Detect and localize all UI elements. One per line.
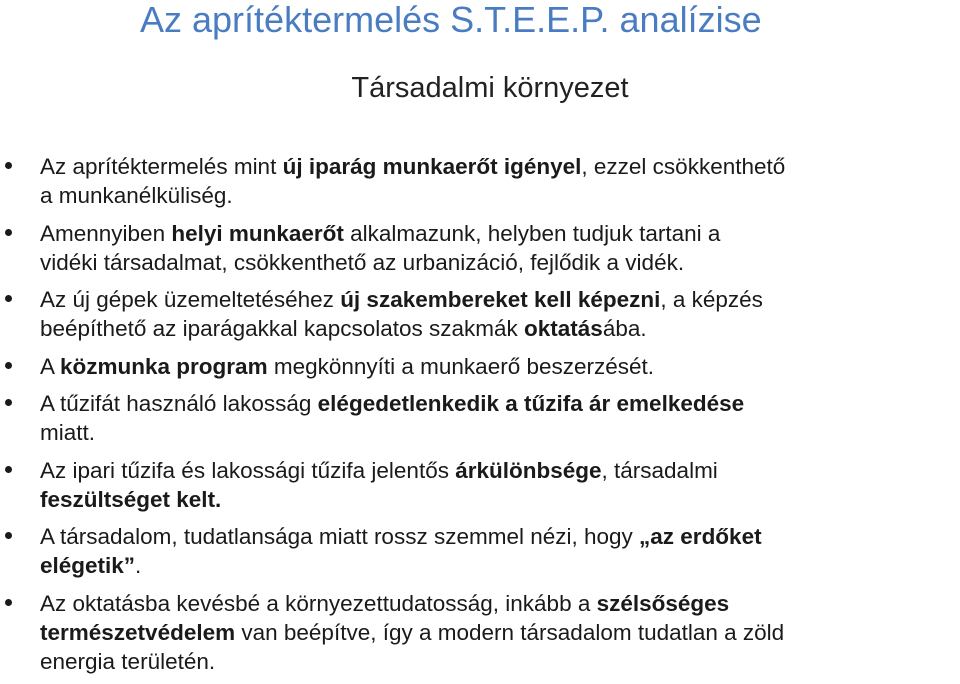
bullet-item	[0, 152, 960, 210]
bullet-bold-text: „az erdőket	[639, 524, 762, 549]
bullet-text: energia területén.	[40, 648, 216, 674]
bullet-bold-text: természetvédelem	[40, 619, 236, 645]
bullet-text: miatt.	[40, 420, 96, 445]
bullet-bold-text: elégedetlenkedik a tűzifa ár emelkedése	[317, 391, 745, 416]
bullet-bold-text: közmunka program	[60, 353, 268, 379]
bullet-line	[40, 418, 960, 447]
bullet-line	[40, 456, 960, 485]
bullet-dot-icon	[5, 162, 12, 169]
bullet-item	[0, 389, 960, 447]
bullet-dot-icon	[5, 295, 12, 302]
bullet-line	[40, 647, 960, 676]
bullet-line	[40, 248, 960, 277]
bullet-text: Az új gépek üzemeltetéséhez	[40, 287, 341, 312]
bullet-text: .	[135, 553, 142, 578]
bullet-dot-icon	[5, 362, 12, 369]
bullet-text: vidéki társadalmat, csökkenthető az urbanizáció, fejlődik a vidék.	[40, 249, 685, 275]
bullet-item	[0, 522, 960, 580]
bullet-line	[40, 589, 960, 618]
bullet-bold-text: új szakembereket kell képezni	[340, 287, 661, 312]
bullet-dot-icon	[5, 532, 12, 539]
bullet-item	[0, 589, 960, 676]
bullet-item	[0, 352, 960, 381]
bullet-line	[40, 352, 960, 381]
bullet-text: A tűzifát használó lakosság	[40, 391, 318, 416]
bullet-dot-icon	[5, 599, 12, 606]
bullet-dot-icon	[5, 466, 12, 473]
bullet-text: beépíthető az iparágakkal kapcsolatos szakmák	[40, 316, 525, 341]
bullet-item	[0, 285, 960, 343]
bullet-bold-text: elégetik”	[40, 553, 136, 578]
bullet-line	[40, 485, 960, 514]
bullet-line	[40, 181, 960, 210]
bullet-bold-text: oktatás	[524, 316, 603, 341]
bullet-text: Az oktatásba kevésbé a környezettudatosság, inkább a	[40, 590, 597, 616]
bullet-text: , a képzés	[660, 287, 763, 312]
bullet-text: a munkanélküliség.	[40, 183, 233, 208]
bullet-bold-text: feszültséget kelt.	[40, 486, 222, 512]
bullet-text: alkalmazunk, helyben tudjuk tartani a	[343, 220, 721, 246]
bullet-line	[40, 389, 960, 418]
bullet-line	[40, 219, 960, 248]
bullet-line	[40, 522, 960, 551]
bullet-item	[0, 456, 960, 514]
bullet-bold-text: szélsőséges	[596, 590, 730, 616]
bullet-text: Az ipari tűzifa és lakossági tűzifa jelentős	[40, 457, 456, 483]
bullet-dot-icon	[5, 229, 12, 236]
bullet-text: , társadalmi	[601, 457, 718, 483]
bullet-text: ába.	[602, 316, 647, 341]
bullet-list	[0, 152, 960, 684]
bullet-text: A társadalom, tudatlansága miatt rossz szemmel nézi, hogy	[40, 524, 640, 549]
bullet-line	[40, 551, 960, 580]
bullet-line	[40, 152, 960, 181]
bullet-bold-text: új iparág munkaerőt igényel	[282, 154, 582, 179]
slide-title: Az aprítéktermelés S.T.E.E.P. analízise	[140, 0, 762, 40]
bullet-text: megkönnyíti a munkaerő beszerzését.	[267, 353, 655, 379]
bullet-line	[40, 618, 960, 647]
slide-subtitle: Társadalmi környezet	[351, 72, 629, 104]
bullet-bold-text: helyi munkaerőt	[171, 220, 344, 246]
bullet-dot-icon	[5, 399, 12, 406]
bullet-text: Amennyiben	[40, 220, 172, 246]
bullet-item	[0, 219, 960, 277]
bullet-text: , ezzel csökkenthető	[581, 154, 786, 179]
bullet-text: Az aprítéktermelés mint	[40, 154, 283, 179]
bullet-bold-text: árkülönbsége	[455, 457, 602, 483]
bullet-line	[40, 314, 960, 343]
bullet-line	[40, 285, 960, 314]
bullet-text: A	[40, 353, 61, 379]
bullet-text: van beépítve, így a modern társadalom tudatlan a zöld	[235, 619, 785, 645]
